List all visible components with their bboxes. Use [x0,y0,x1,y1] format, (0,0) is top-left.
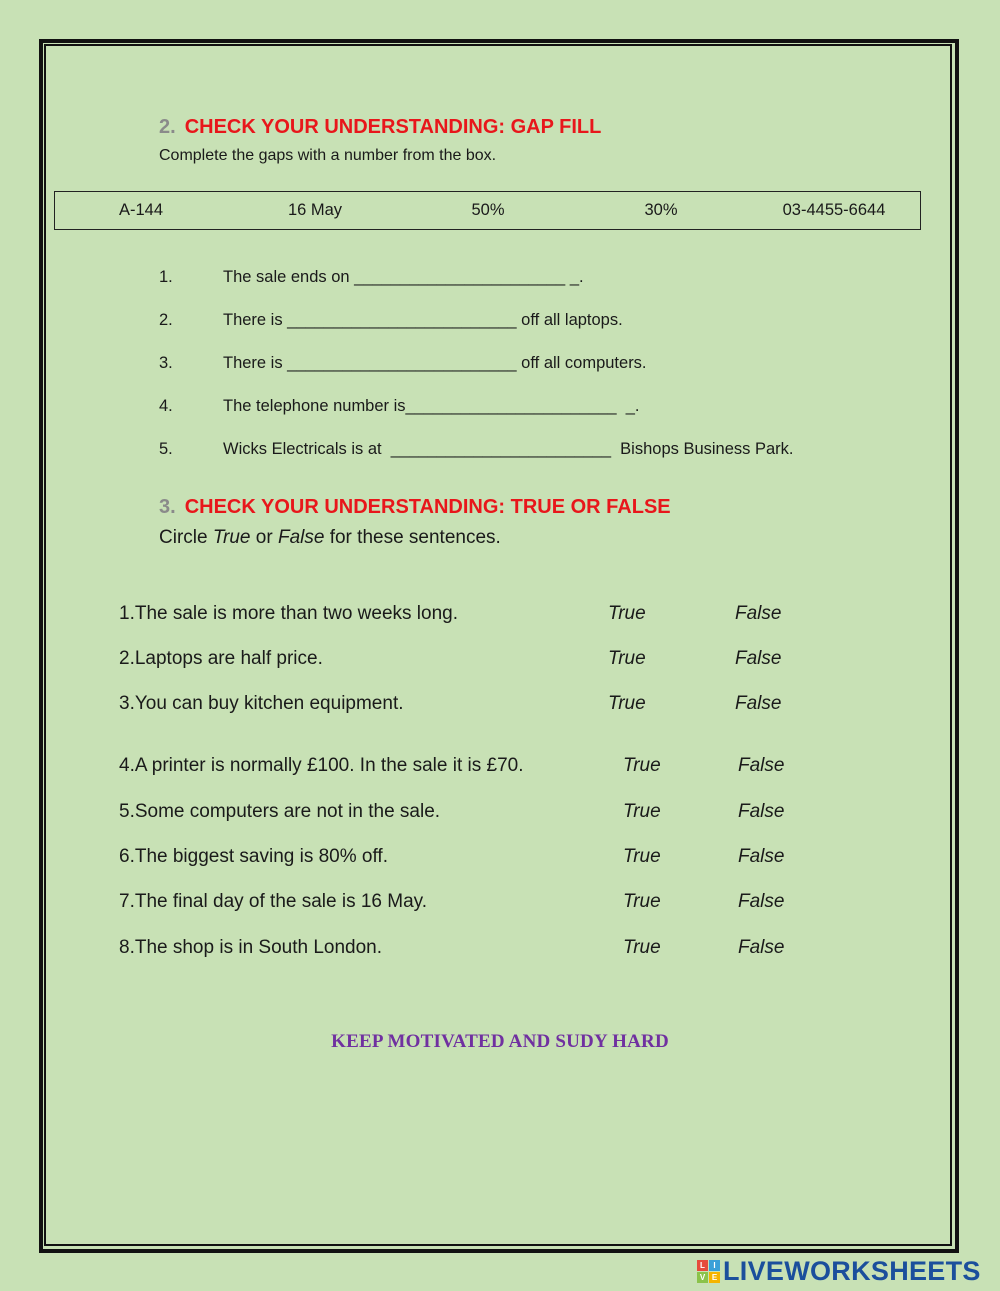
instruction-true: True [212,527,251,548]
gap-fill-item [0,354,1000,380]
section-2-title: CHECK YOUR UNDERSTANDING: GAP FILL [184,116,602,138]
logo-letter: L [697,1260,708,1271]
statement: 5.Some computers are not in the sale. [119,801,441,822]
true-false-item [0,755,1000,783]
true-false-item [0,603,1000,631]
gap-fill-sentence[interactable]: There is _________________________ off all laptops. [223,311,623,329]
true-option[interactable]: True [608,603,646,624]
false-option[interactable]: False [735,693,782,714]
gap-fill-sentence[interactable]: Wicks Electricals is at ________________________ Bishops Business Park. [223,440,794,458]
false-option[interactable]: False [735,648,782,669]
gap-fill-number: 3. [159,354,173,372]
false-option[interactable]: False [738,937,785,958]
false-option[interactable]: False [735,603,782,624]
brand-name: LIVEWORKSHEETS [723,1255,981,1286]
true-option[interactable]: True [623,755,661,776]
statement: 6.The biggest saving is 80% off. [119,846,388,867]
section-3-title: CHECK YOUR UNDERSTANDING: TRUE OR FALSE [184,496,671,518]
true-false-item [0,801,1000,829]
gap-fill-item [0,311,1000,337]
instruction-text: Circle [159,527,213,548]
gap-fill-number: 5. [159,440,173,458]
logo-letter: V [697,1272,708,1283]
section-3-instruction [159,527,501,549]
section-3-heading [159,496,671,519]
word-box-item: 16 May [287,201,343,219]
false-option[interactable]: False [738,801,785,822]
gap-fill-item [0,440,1000,466]
gap-fill-number: 2. [159,311,173,329]
false-option[interactable]: False [738,891,785,912]
true-option[interactable]: True [608,648,646,669]
logo-letter: I [709,1260,720,1271]
liveworksheets-logo-icon [697,1260,720,1283]
false-option[interactable]: False [738,846,785,867]
true-option[interactable]: True [623,846,661,867]
true-false-item [0,693,1000,721]
false-option[interactable]: False [738,755,785,776]
gap-fill-number: 4. [159,397,173,415]
section-2-number: 2. [159,116,176,138]
statement: 8.The shop is in South London. [119,937,383,958]
instruction-text: for these sentences. [324,527,501,548]
statement: 1.The sale is more than two weeks long. [119,603,459,624]
word-box [54,191,921,230]
true-option[interactable]: True [608,693,646,714]
section-2-instruction: Complete the gaps with a number from the box. [159,147,497,164]
true-false-item [0,937,1000,965]
gap-fill-item [0,268,1000,294]
true-option[interactable]: True [623,937,661,958]
true-false-item [0,648,1000,676]
motto: KEEP MOTIVATED AND SUDY HARD [331,1031,669,1052]
section-2-heading [159,116,601,139]
instruction-text: or [250,527,278,548]
statement: 7.The final day of the sale is 16 May. [119,891,428,912]
statement: 2.Laptops are half price. [119,648,323,669]
gap-fill-sentence[interactable]: There is _________________________ off all computers. [223,354,647,372]
section-3-number: 3. [159,496,176,518]
true-false-item [0,891,1000,919]
true-option[interactable]: True [623,801,661,822]
statement: 3.You can buy kitchen equipment. [119,693,404,714]
word-box-item: 50% [471,201,505,219]
word-box-item: A-144 [118,201,164,219]
logo-letter: E [709,1272,720,1283]
gap-fill-sentence[interactable]: The telephone number is_______________________ _. [223,397,640,415]
instruction-false: False [277,527,325,548]
word-box-item: 03-4455-6644 [782,201,886,219]
statement: 4.A printer is normally £100. In the sale it is £70. [119,755,524,776]
liveworksheets-brand[interactable] [697,1257,981,1285]
word-box-item: 30% [644,201,678,219]
true-false-item [0,846,1000,874]
gap-fill-item [0,397,1000,423]
gap-fill-sentence[interactable]: The sale ends on _______________________ _. [223,268,584,286]
true-option[interactable]: True [623,891,661,912]
gap-fill-number: 1. [159,268,173,286]
